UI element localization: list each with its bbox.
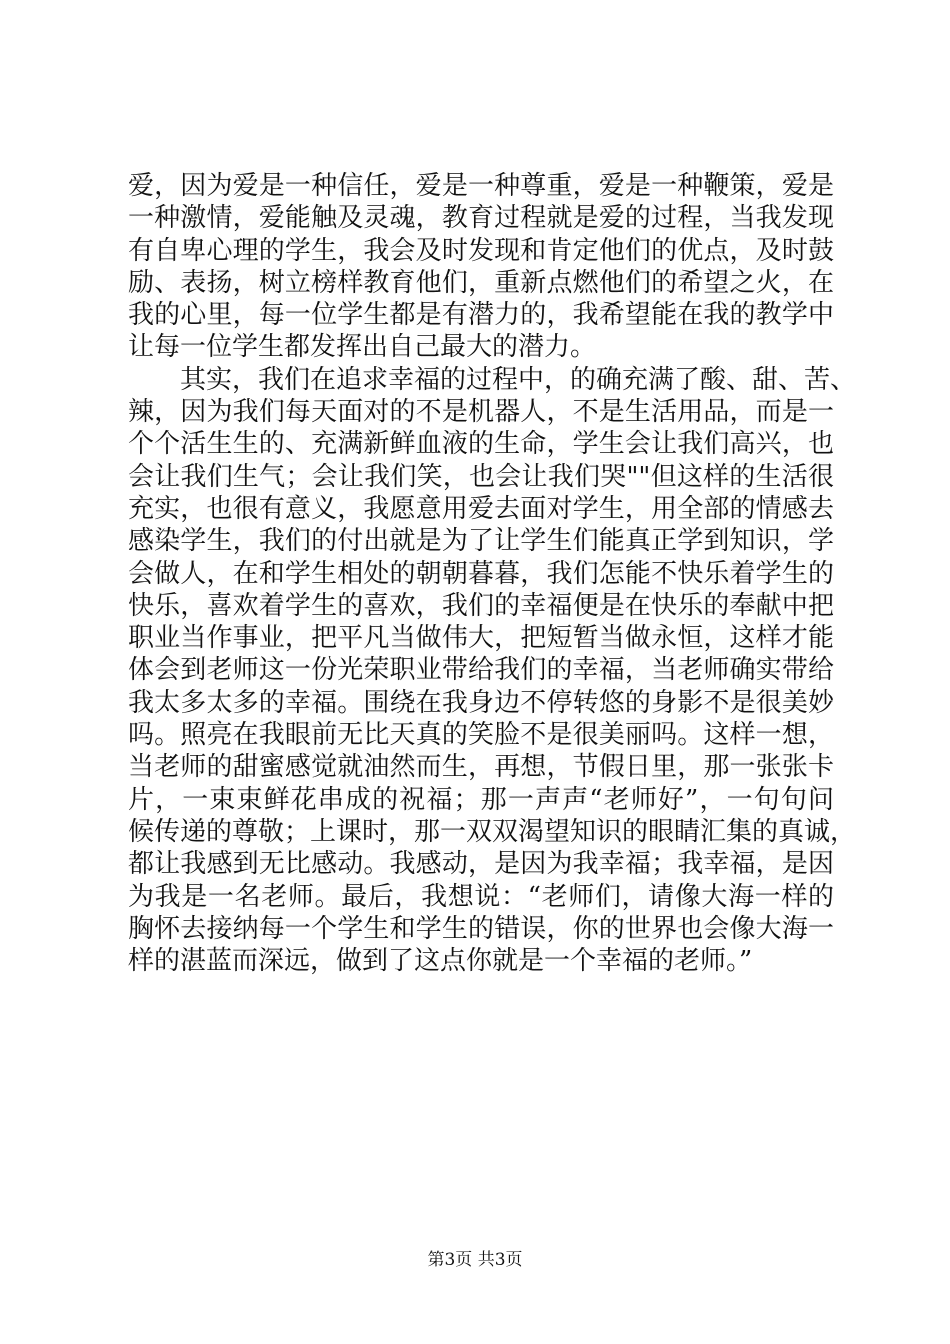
text-line: 体会到老师这一份光荣职业带给我们的幸福，当老师确实带给 (128, 655, 834, 686)
body-text (128, 170, 857, 977)
text-line: 感染学生，我们的付出就是为了让学生们能真正学到知识，学 (128, 526, 834, 557)
text-line: 其实，我们在追求幸福的过程中，的确充满了酸、甜、苦、 (128, 364, 857, 395)
text-line: 快乐，喜欢着学生的喜欢，我们的幸福便是在快乐的奉献中把 (128, 590, 834, 621)
text-line: 我太多太多的幸福。围绕在我身边不停转悠的身影不是很美妙 (128, 687, 834, 718)
page-footer: 第3页 共3页 (427, 1250, 523, 1270)
text-line: 样的湛蓝而深远，做到了这点你就是一个幸福的老师。” (128, 946, 753, 977)
text-line: 候传递的尊敬；上课时，那一双双渴望知识的眼睛汇集的真诚， (128, 816, 857, 847)
text-line: 一种激情，爱能触及灵魂，教育过程就是爱的过程，当我发现 (128, 203, 834, 234)
text-line: 为我是一名老师。最后，我想说：“老师们，请像大海一样的 (128, 881, 834, 912)
text-line: 职业当作事业，把平凡当做伟大，把短暂当做永恒，这样才能 (128, 623, 834, 654)
text-line: 吗。照亮在我眼前无比天真的笑脸不是很美丽吗。这样一想， (128, 720, 834, 751)
text-line: 我的心里，每一位学生都是有潜力的，我希望能在我的教学中 (128, 300, 834, 331)
text-line: 会让我们生气；会让我们笑，也会让我们哭""但这样的生活很 (128, 461, 834, 492)
text-line: 片，一束束鲜花串成的祝福；那一声声“老师好”，一句句问 (128, 784, 834, 815)
text-line: 个个活生生的、充满新鲜血液的生命，学生会让我们高兴，也 (128, 429, 834, 460)
text-line: 充实，也很有意义，我愿意用爱去面对学生，用全部的情感去 (128, 493, 834, 524)
text-line: 辣，因为我们每天面对的不是机器人，不是生活用品，而是一 (128, 397, 834, 428)
text-line: 会做人，在和学生相处的朝朝暮暮，我们怎能不快乐着学生的 (128, 558, 834, 589)
text-line: 胸怀去接纳每一个学生和学生的错误，你的世界也会像大海一 (128, 913, 834, 944)
text-line: 励、表扬，树立榜样教育他们，重新点燃他们的希望之火，在 (128, 267, 834, 298)
text-line: 当老师的甜蜜感觉就油然而生，再想，节假日里，那一张张卡 (128, 752, 834, 783)
text-line: 让每一位学生都发挥出自己最大的潜力。 (128, 332, 597, 363)
text-line: 有自卑心理的学生，我会及时发现和肯定他们的优点，及时鼓 (128, 235, 834, 266)
text-line: 都让我感到无比感动。我感动，是因为我幸福；我幸福，是因 (128, 849, 834, 880)
text-line: 爱，因为爱是一种信任，爱是一种尊重，爱是一种鞭策，爱是 (128, 171, 834, 201)
